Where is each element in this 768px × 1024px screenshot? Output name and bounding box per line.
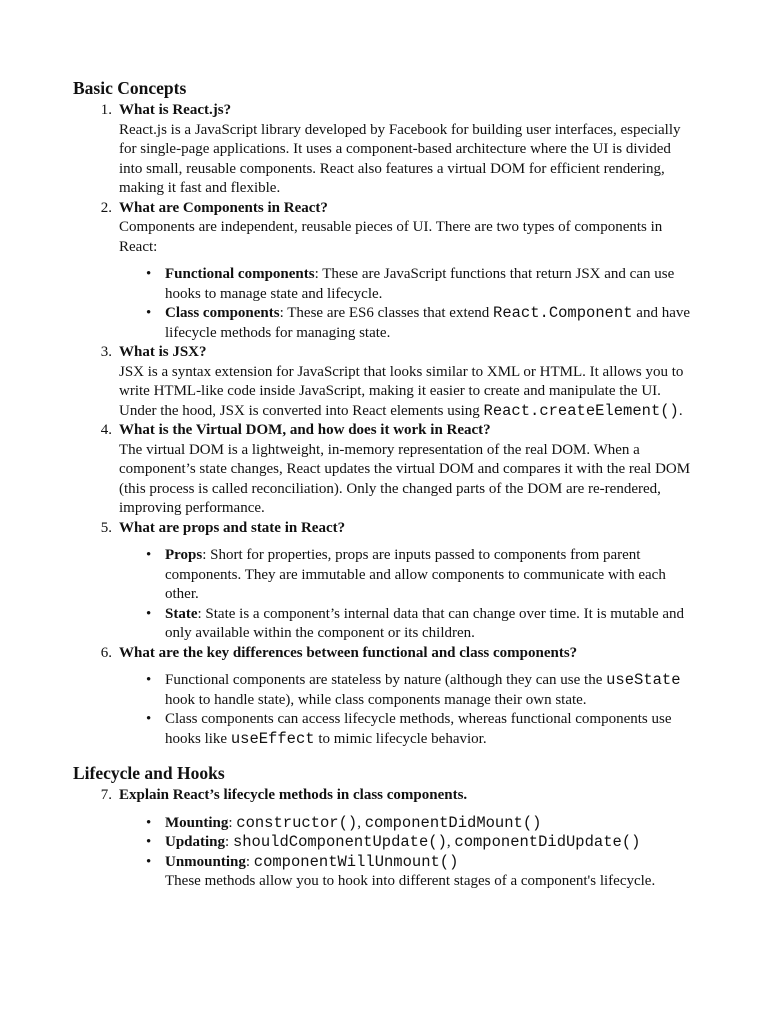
bullet-label: Functional components — [165, 266, 315, 282]
question-list — [73, 101, 695, 749]
bullet-label: Class components — [165, 305, 280, 321]
question-item-6 — [73, 644, 695, 750]
question-title: What are Components in React? — [119, 199, 328, 216]
question-item-3 — [73, 343, 695, 421]
question-item-1 — [73, 101, 695, 199]
inline-code: componentWillUnmount() — [253, 852, 459, 871]
bullet-text: to mimic lifecycle behavior. — [314, 730, 487, 747]
separator: , — [446, 834, 455, 850]
bullet-label: Props — [165, 547, 203, 563]
bullet-text: : Short for properties, props are inputs passed to components from parent components. They are immutable and allow components to communicate with each other. — [165, 547, 666, 602]
bullet-item — [119, 546, 695, 605]
bullet-label: Updating — [165, 834, 226, 850]
question-title: Explain React’s lifecycle methods in class components. — [119, 787, 468, 803]
inline-code: shouldComponentUpdate() — [232, 833, 447, 851]
section-heading-lifecycle-hooks: Lifecycle and Hooks — [73, 763, 225, 783]
bullet-item — [119, 833, 695, 853]
question-title: What is React.js? — [119, 102, 232, 118]
bullet-text: and have lifecycle methods for managing state. — [165, 305, 691, 341]
bullet-marker: • — [146, 853, 152, 870]
separator: : — [228, 814, 237, 831]
bullet-text: Class components can access lifecycle methods, whereas functional components use hooks like — [165, 711, 672, 747]
separator: , — [357, 814, 365, 831]
document-page — [73, 76, 695, 892]
section-heading-basic-concepts: Basic Concepts — [73, 78, 187, 98]
question-number: 3. — [100, 344, 112, 360]
bullet-item — [119, 304, 695, 343]
bullet-item — [119, 605, 695, 644]
bullet-label: Mounting — [165, 814, 229, 831]
bullet-text: : State is a component’s internal data that can change over time. It is mutable and only available within the component or its children. — [165, 605, 685, 641]
inline-code: React.Component — [493, 304, 633, 322]
bullet-list — [119, 265, 695, 343]
bullet-marker: • — [146, 814, 152, 831]
answer-text-part: . — [678, 402, 683, 419]
bullet-label: Unmounting — [165, 853, 246, 870]
question-number: 6. — [100, 644, 112, 661]
question-item-5 — [73, 519, 695, 644]
answer-text: Components are independent, reusable pieces of UI. There are two types of components in React: — [119, 219, 663, 255]
separator: : — [245, 853, 254, 870]
inline-code: componentDidMount() — [364, 813, 542, 832]
bullet-marker: • — [146, 834, 152, 850]
bullet-text: : These are JavaScript functions that return JSX and can use hooks to manage state and lifecycle. — [165, 266, 675, 302]
question-number: 7. — [100, 787, 112, 803]
question-item-4 — [73, 421, 695, 519]
bullet-marker: • — [146, 711, 152, 727]
inline-code: useState — [606, 671, 681, 689]
bullet-list — [119, 814, 695, 892]
question-number: 1. — [100, 102, 112, 118]
question-item-2 — [73, 199, 695, 344]
inline-code: componentDidUpdate() — [454, 833, 641, 851]
question-number: 4. — [100, 422, 112, 438]
bullet-item — [119, 671, 695, 710]
bullet-text: hook to handle state), while class components manage their own state. — [165, 691, 587, 708]
question-number: 5. — [100, 519, 112, 536]
question-item-7 — [73, 786, 695, 892]
bullet-marker: • — [146, 547, 152, 563]
bullet-marker: • — [146, 672, 152, 688]
bullet-item — [119, 814, 695, 834]
bullet-item — [119, 265, 695, 304]
bullet-note: These methods allow you to hook into different stages of a component's lifecycle. — [165, 873, 656, 889]
question-title: What is the Virtual DOM, and how does it work in React? — [119, 422, 491, 438]
bullet-item — [119, 853, 695, 892]
question-title: What are props and state in React? — [119, 519, 346, 536]
bullet-list — [119, 546, 695, 644]
bullet-text: : These are ES6 classes that extend — [279, 305, 494, 321]
inline-code: constructor() — [236, 813, 358, 832]
separator: : — [225, 834, 233, 850]
inline-code: React.createElement() — [483, 401, 679, 420]
answer-text — [119, 363, 695, 422]
bullet-list — [119, 671, 695, 749]
bullet-marker: • — [146, 305, 152, 321]
bullet-marker: • — [146, 605, 152, 622]
question-title: What are the key differences between functional and class components? — [119, 644, 578, 661]
question-number: 2. — [100, 199, 112, 216]
answer-text: The virtual DOM is a lightweight, in-memory representation of the real DOM. When a component’s state changes, React updates the virtual DOM and compares it with the real DOM (this process is called reconciliation). Only the changed parts of the DOM are re-rendered, improving performance. — [119, 441, 691, 516]
inline-code: useEffect — [230, 729, 315, 748]
answer-text: React.js is a JavaScript library developed by Facebook for building user interfaces, especially for single-page applications. It uses a component-based architecture where the UI is divided into small, reusable components. React also features a virtual DOM for efficient rendering, making it fast and flexible. — [119, 121, 681, 196]
answer-text-part: JSX is a syntax extension for JavaScript that looks similar to XML or HTML. It allows you to write HTML-like code inside JavaScript, making it easier to create and manipulate the UI. Under the hood, JSX is converted into React elements using — [119, 363, 684, 419]
question-list — [73, 786, 695, 892]
question-title: What is JSX? — [119, 344, 207, 360]
bullet-item — [119, 710, 695, 749]
bullet-text: Functional components are stateless by nature (although they can use the — [165, 672, 607, 688]
bullet-marker: • — [146, 266, 152, 282]
bullet-label: State — [165, 605, 198, 622]
